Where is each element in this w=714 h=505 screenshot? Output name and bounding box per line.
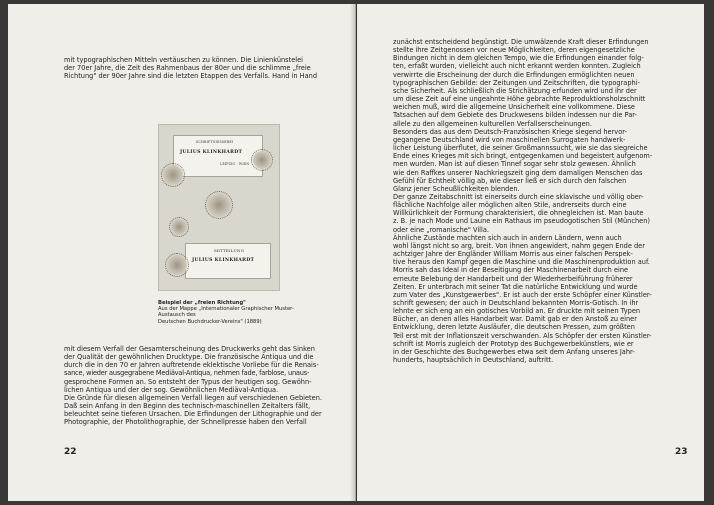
text-line: Die Gründe für diesen allgemeinen Verfall liegen auf verschiedenen Gebieten. [64,393,322,402]
text-line: typographischen Gebilde: der Zeitungen und Zeitschriften, die typographi- [393,78,640,87]
text-line: Bindungen nicht in dem gleichen Tempo, wie die Erfindungen einander folg- [393,54,644,63]
text-line: men wurden. Man ist auf diesen Tinnef sogar sehr stolz gewesen. Ähnlich [393,160,636,169]
letterhead-caption: MITTEILUNG [214,248,245,253]
text-line: wie den Raffkes unserer Nachkriegszeit ging dem damaligen Menschen das [393,168,643,177]
text-line: oder eine „romanische" Villa. [393,225,489,234]
text-line: flächliche Nachfolge aller möglichen alten Stile, andrerseits durch eine [393,201,627,210]
letterhead-sample-bottom [185,243,271,279]
text-line: mit typographischen Mitteln vertäuschen zu können. Die Linienkünstelei [64,56,303,64]
text-line: Bücher, an denen alles Handarbeit war. Damit gab er den Anstoß zu einer [393,315,637,324]
text-line: Richtung" der 90er Jahre sind die letzten Etappen des Verfalls. Hand in Hand [64,72,318,81]
text-line: verwirrte die Erscheinung der durch die Erfindungen ermöglichten neuen [393,70,635,79]
ornament-icon [161,163,185,187]
text-line: Glanz jener Scheußlichkeiten blenden. [393,184,520,193]
text-line: Ähnliche Zustände machten sich auch in andern Ländern, wenn auch [393,233,622,242]
ornament-icon [165,253,189,277]
text-line: erneute Belebung der Handarbeit und der Wiederherbeiführung früherer [393,274,633,283]
text-line: schrift ist Morris zugleich der Prototyp des Buchgewerbekünstlers, wie er [393,339,634,348]
text-line: gesprochene Formen an. So entsteht der Typus der heutigen sog. Gewöhn- [64,377,312,386]
caption-line: Deutschen Buchdrucker-Vereins" (1889) [158,318,262,325]
text-line: beleuchtet seine tieferen Ursachen. Die Erfindungen der Lithographie und der [64,410,322,419]
caption-title: Beispiel der „freien Richtung" [158,300,246,306]
text-line: zunächst entscheidend begünstigt. Die umwälzende Kraft dieser Erfindungen [393,38,649,46]
ornament-icon [169,217,189,237]
text-line: licher Leistung überflutet, die seiner Großmannssucht, wie sie das siegreiche [393,144,648,153]
text-line: Teil erst mit der Inflationszeit verschwanden. Als Schöpfer der ersten Künstler- [393,331,652,340]
text-line: Gefühl für Echtheit völlig ab, wie dieser ließ er sich durch den falschen [393,176,627,185]
text-line: zum Vater des „Kunstgewerbes". Er ist auch der erste Schöpfer einer Künstler- [393,290,652,299]
text-line: z. B. je nach Mode und Laune ein Rathaus im pseudogotischen Stil (München) [393,217,650,226]
text-line: Besonders das aus dem Deutsch-Französischen Kriege siegend hervor- [393,127,627,136]
caption-line: Aus der Mappe „Internationaler Graphischer Muster-Austausch des [158,306,294,319]
text-line: lichen Antiqua und der der sog. Gewöhnlichen Mediäval-Antiqua. [64,385,279,394]
text-line: weichen muß, wird die allgemeine Unsicherheit eine vollkommene. Diese [393,103,635,112]
text-line: Photographie, der Photolithographie, der Schnellpresse haben den Verfall [64,418,307,427]
text-line: allele zu den allgemeinen kulturellen Verfallserscheinungen. [393,119,592,128]
text-line: Willkürlichkeit der Formung charakterisiert, die ohnegleichen ist. Man baute [393,209,644,218]
text-line: sance, wieder ausgegrabene Mediäval-Antiqua, nehmen fade, farblose, unaus- [64,369,310,378]
left-bottom-paragraph [64,345,322,427]
page-number: 22 [64,447,77,457]
text-line: der Qualität der gewöhnlichen Drucktype. Die französische Antiqua und die [64,353,314,362]
right-column [393,38,655,364]
left-page [8,4,356,501]
text-line: Der ganze Zeitabschnitt ist einerseits durch eine sklavische und völlig ober- [393,192,644,201]
letterhead-caption: SCHRIFTGIESSEREI [196,140,234,144]
text-line: gegangene Deutschland wird von maschinellen Surrogaten handwerk- [393,135,626,144]
text-line: Daß sein Anfang in den Beginn des technisch-maschinellen Zeitalters fällt, [64,402,311,411]
text-line: der 70er Jahre, die Zeit des Rahmenbaus der 80er und die schlimme „freie [64,64,311,73]
text-line: sche Sicherheit. Als schließlich die Strichätzung erfunden wird und ihr der [393,86,637,95]
letterhead-name: JULIUS KLINKHARDT [192,258,255,263]
letterhead-place: LEIPZIG · WIEN [220,162,250,166]
text-line: Morris sah das Ideal in der Beseitigung der Maschinenarbeit durch eine [393,266,629,275]
letterhead-name: JULIUS KLINKHARDT [180,150,243,155]
text-line: in der Geschichte des Buchgewerbes etwa seit dem Anfang unseres Jahr- [393,347,635,356]
page-number: 23 [675,447,688,457]
letterhead-sample-top [173,135,263,177]
ornament-icon [251,149,273,171]
text-line: Entwicklung, deren letzte Ausläufer, die deutschen Pressen, zum größten [393,323,635,332]
text-line: Zeiten. Er unterbrach mit seiner Tat die natürliche Entwicklung und wurde [393,282,638,291]
text-line: Ende eines Krieges mit sich bringt, entgegenkamen und begeistert aufgenom- [393,152,653,161]
text-line: wohl längst nicht so arg, breit. Von ihnen angewidert, nahm gegen Ende der [393,241,645,250]
text-line: achtziger Jahre der Engländer William Morris aus einer falschen Perspek- [393,250,633,259]
text-line: ten, erfaßt wurden, vielleicht auch nicht erkannt werden konnten. Zugleich [393,62,641,71]
left-top-paragraph [64,56,322,80]
text-line: mit diesem Verfall der Gesamterscheinung des Druckwerks geht das Sinken [64,345,315,353]
text-line: stellte ihre Zeitgenossen vor neue Möglichkeiten, deren eigengesetzliche [393,46,635,55]
text-line: tive heraus den Kampf gegen die Maschine und die Maschinenproduktion auf. [393,258,650,267]
letterhead-figure [158,124,280,291]
ornament-icon [205,191,233,219]
text-line: um diese Zeit auf eine ungeahnte Höhe gebrachte Reproduktionsholzschnitt [393,95,646,104]
text-line: durch die in den 70 er Jahren auftretende eklektische Vorliebe für die Renais- [64,361,319,370]
figure-caption [158,300,298,325]
text-line: schrift gewesen; der auch in Deutschland bekannten Morris-Gotisch. In ihr [393,299,639,307]
text-line: Tatsachen auf dem Gebiete des Druckwesens bilden indessen nur die Par- [393,111,637,120]
text-line: lehnte er sich eng an ein gotisches Vorbild an. Er druckte mit seinen Typen [393,307,641,316]
text-line: hunderts, hauptsächlich in Deutschland, auftritt. [393,356,554,365]
right-page [357,4,704,501]
